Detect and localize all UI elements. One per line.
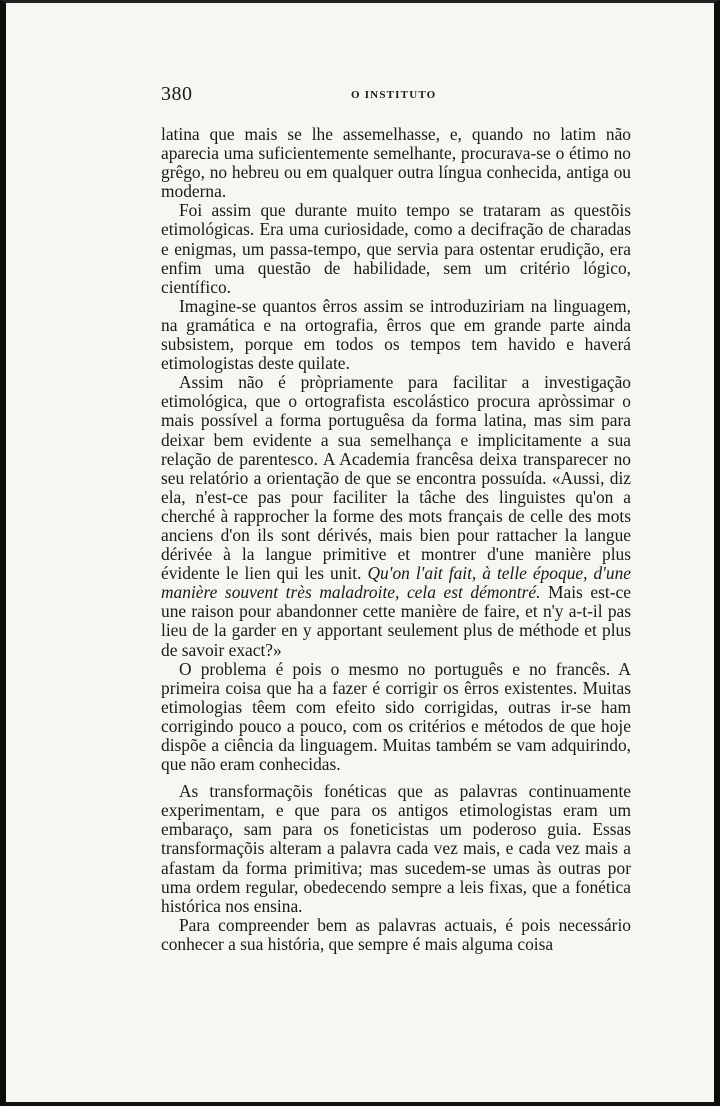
running-title: O INSTITUTO (351, 89, 437, 101)
paragraph-4-text-end: Mais est-ce une raison pour abandonner cette manière de faire, et n'y a-t-il pas lieu de la garder en y apportant seulement plus de méthode et plus de savoir exact?» (161, 582, 631, 660)
paragraph-7: Para compreender bem as palavras actuais, é pois necessário conhecer a sua história, que sempre é mais alguma coisa (161, 914, 631, 954)
body-text (161, 125, 631, 954)
paragraph-4-text: Assim não é pròpriamente para facilitar a investigação etimológica, que o ortografista escolástico procura apròssimar o mais possível a forma portuguêsa da forma latina, mas sim para deixar bem evidente a sua semelhança e implicitamente a sua relação de parentesco. A Academia francêsa deixa transparecer no seu relatório a orientação de que se encontra possuída. «Aussi, diz ela, n'est-ce pas pour faciliter la tâche des linguistes qu'on a cherché à rapprocher la forme des mots français de celle des mots anciens d'on ils sont dérivés, mais bien pour rattacher la langue dérivée à la langue primitive et montrer d'une manière plus évidente le lien qui les unit. (161, 372, 631, 584)
paragraph-4 (161, 373, 631, 659)
page-number: 380 (161, 83, 193, 105)
paragraph-3: Imagine-se quantos êrros assim se introduziriam na linguagem, na gramática e na ortografia, êrros que em grande parte ainda subsistem, porque em todos os tempos tem havido e haverá etimologistas deste quilate. (161, 295, 631, 374)
paragraph-1: latina que mais se lhe assemelhasse, e, quando no latim não aparecia uma suficientemente semelhante, procurava-se o étimo no grêgo, no hebreu ou em qualquer outra língua conhecida, antiga ou moderna. (161, 124, 631, 202)
paragraph-5: O problema é pois o mesmo no português e no francês. A primeira coisa que ha a fazer é corrigir os êrros existentes. Muitas etimologias têem com efeito sido corrigidas, outras ir-se ham corrigindo pouco a pouco, com os critérios e métodos de que hoje dispõe a ciência da linguagem. Muitas também se vam adquirindo, que não eram conhecidas. (161, 658, 631, 775)
paragraph-6: As transformaçõis fonéticas que as palavras continuamente experimentam, e que para os antigos etimologistas eram um embaraço, sam para os foneticistas um poderoso guia. Essas transformaçõis alteram a palavra cada vez mais, e cada vez mais a afastam da forma primitiva; mas sucedem-se umas às outras por uma ordem regular, obedecendo sempre a leis fixas, que a fonética histórica nos ensina. (161, 781, 631, 916)
running-head (161, 83, 631, 107)
paragraph-2: Foi assim que durante muito tempo se trataram as questõis etimológicas. Era uma curiosidade, como a decifração de charadas e enigmas, um passa-tempo, que servia para ostentar erudição, era enfim uma questão de habilidade, sem um critério lógico, científico. (161, 200, 631, 297)
paragraph-4-italic-quote: Qu'on l'ait fait, à telle époque, d'une manière souvent très maladroite, cela est démontré. (161, 563, 631, 603)
